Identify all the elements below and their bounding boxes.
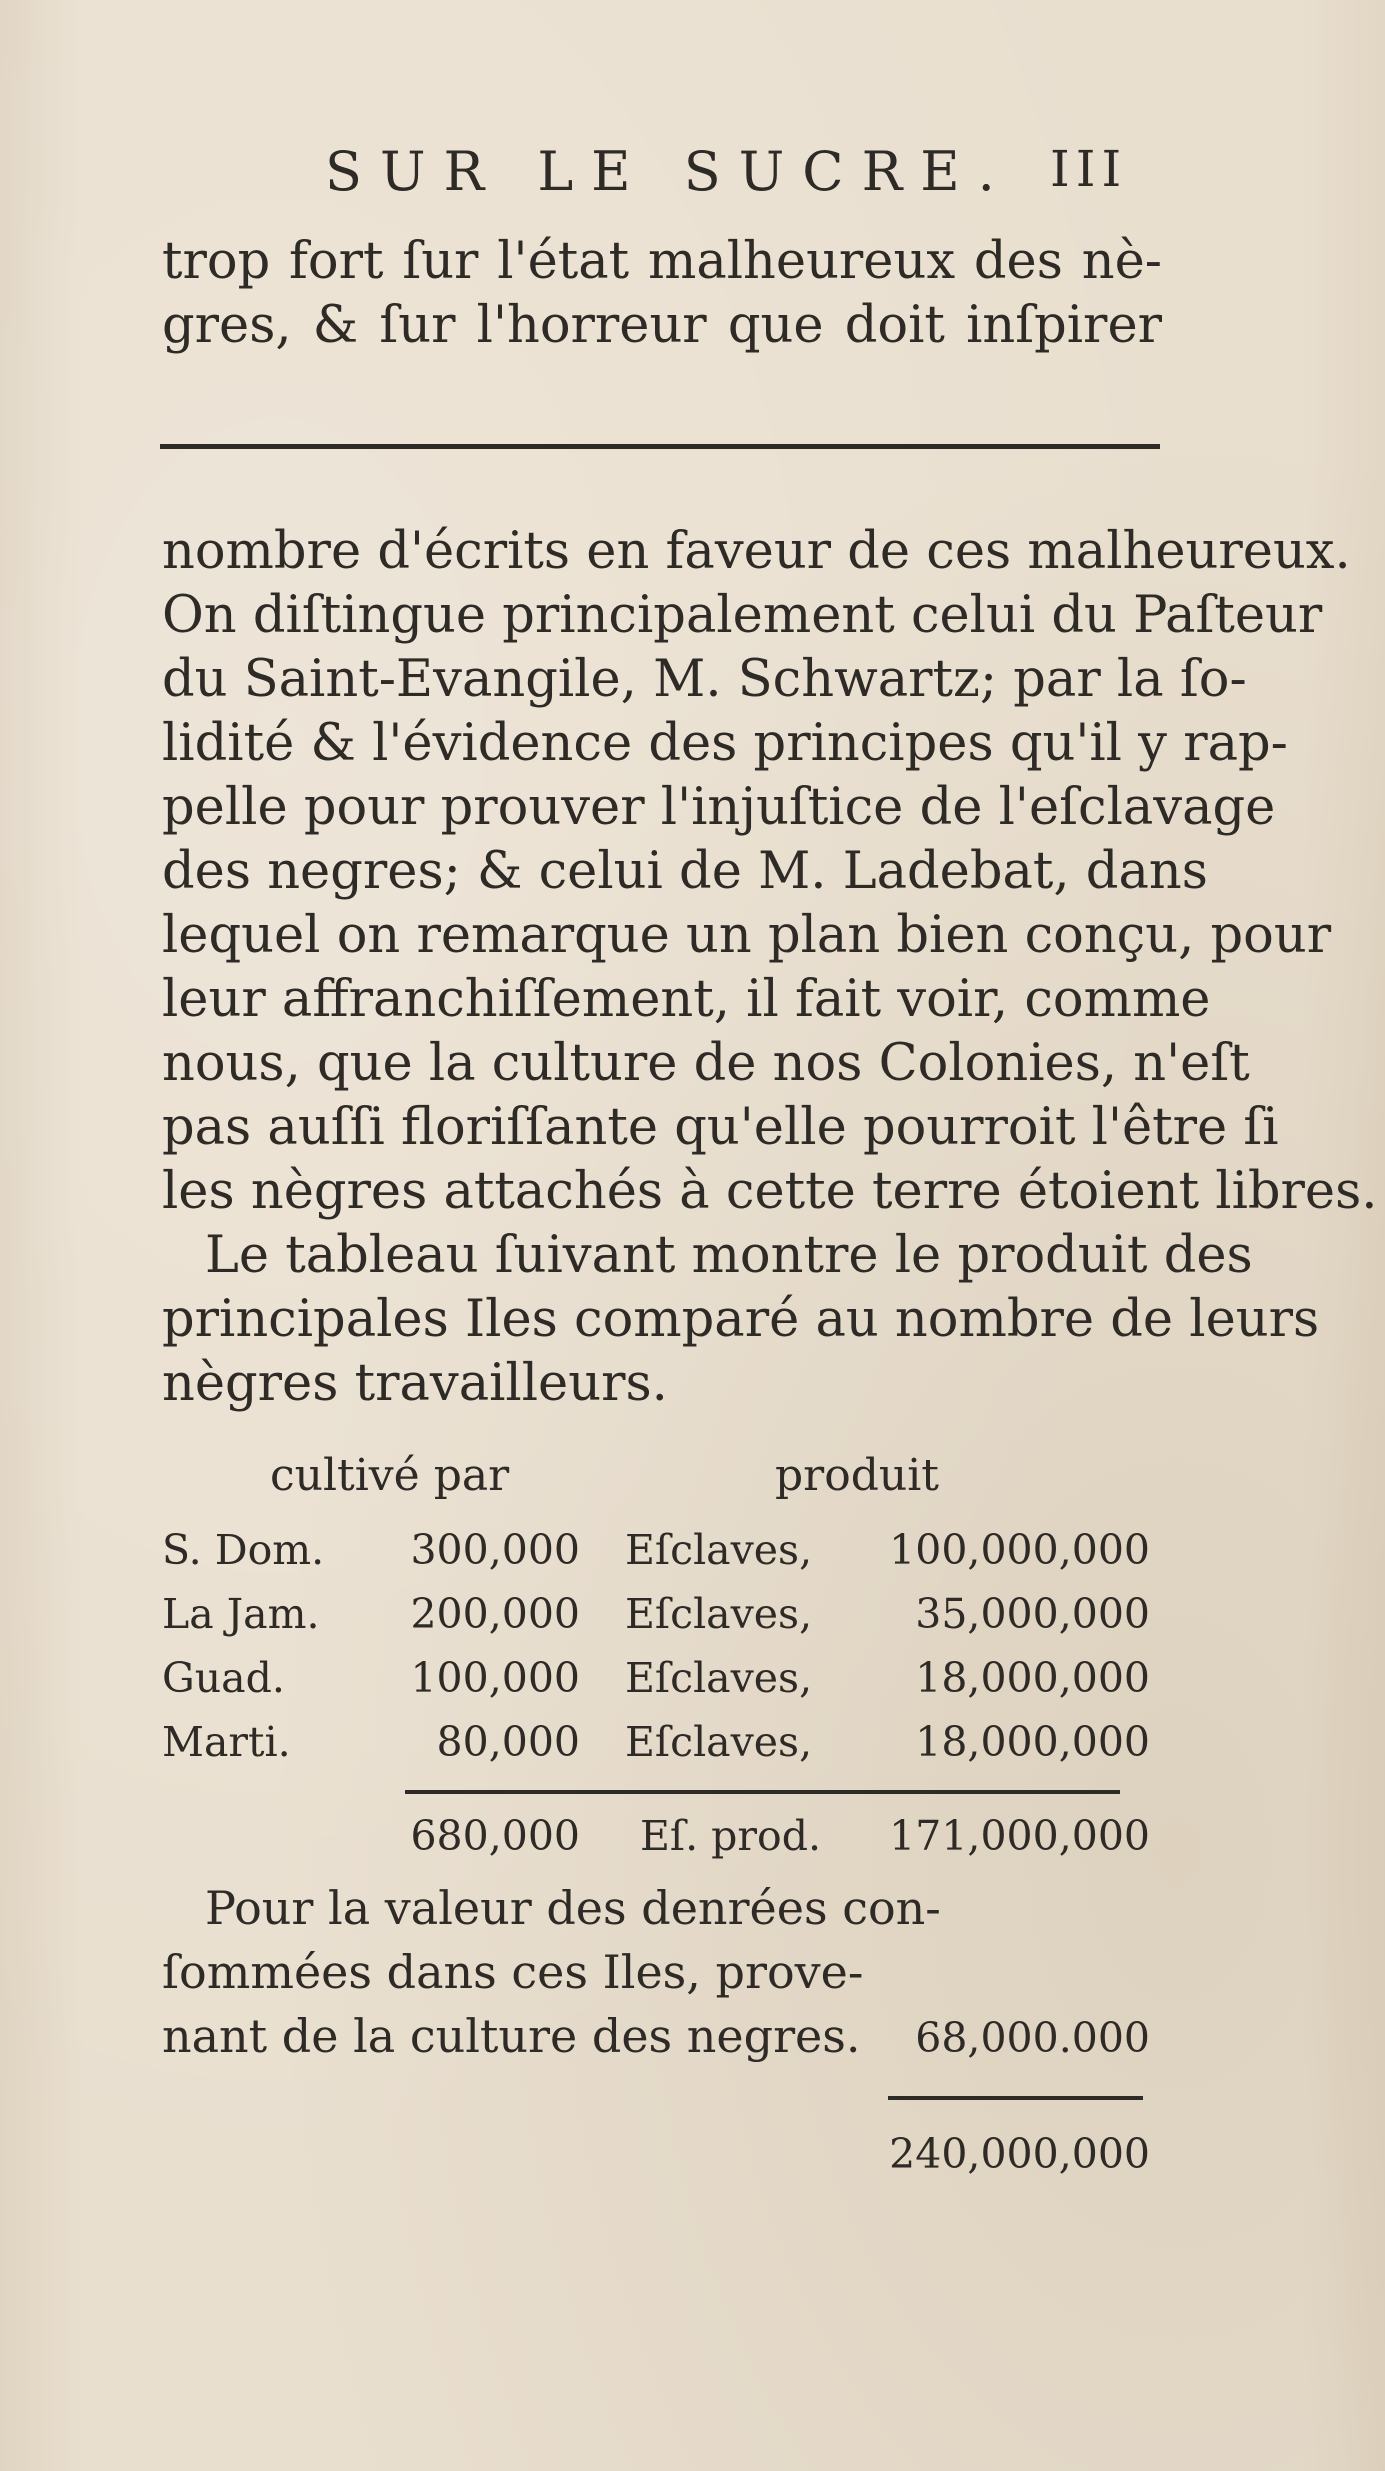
note-line-1: Pour la valeur des denrées con- <box>205 1881 941 1935</box>
table-header-right: produit <box>775 1450 939 1501</box>
row-label: Eſclaves, <box>625 1654 813 1702</box>
row-label: Eſclaves, <box>625 1590 813 1638</box>
body-line-2: On diſtingue principalement celui du Paſteur <box>162 586 1323 645</box>
body-line-4: lidité & l'évidence des principes qu'il y rap- <box>162 714 1288 773</box>
body-line-6: des negres; & celui de M. Ladebat, dans <box>162 842 1208 901</box>
row-label: Eſclaves, <box>625 1718 813 1766</box>
row-count: 80,000 <box>436 1718 580 1766</box>
grand-total: 240,000,000 <box>889 2130 1150 2178</box>
row-island: S. Dom. <box>162 1526 325 1574</box>
note-line-2: ſommées dans ces Iles, prove- <box>162 1945 864 1999</box>
row-product: 35,000,000 <box>915 1590 1150 1638</box>
row-island: Marti. <box>162 1718 291 1766</box>
row-product: 18,000,000 <box>915 1718 1150 1766</box>
body-line-12: Le tableau ſuivant montre le produit des <box>205 1226 1253 1285</box>
body-line-3: du Saint-Evangile, M. Schwartz; par la ſo- <box>162 650 1247 709</box>
row-label: Eſclaves, <box>625 1526 813 1574</box>
body-line-11: les nègres attachés à cette terre étoient libres. <box>162 1162 1378 1221</box>
top-line-1: trop fort ſur l'état malheureux des nè- <box>162 232 1162 291</box>
body-line-10: pas auſſi floriſſante qu'elle pourroit l'être ſi <box>162 1098 1279 1157</box>
note-value: 68,000.000 <box>915 2014 1150 2062</box>
total-product: 171,000,000 <box>889 1812 1150 1860</box>
note-line-3: nant de la culture des negres. <box>162 2009 861 2063</box>
row-count: 100,000 <box>410 1654 580 1702</box>
body-line-13: principales Iles comparé au nombre de leurs <box>162 1290 1320 1349</box>
row-product: 100,000,000 <box>889 1526 1150 1574</box>
body-line-5: pelle pour prouver l'injuſtice de l'eſclavage <box>162 778 1276 837</box>
body-line-14: nègres travailleurs. <box>162 1354 668 1413</box>
body-line-9: nous, que la culture de nos Colonies, n'eſt <box>162 1034 1250 1093</box>
table-sum-rule <box>405 1790 1120 1794</box>
running-head-title: SUR LE SUCRE. <box>325 140 1013 203</box>
section-divider <box>160 444 1160 449</box>
page-number: III <box>1050 140 1128 198</box>
table-header-left: cultivé par <box>270 1450 510 1501</box>
row-product: 18,000,000 <box>915 1654 1150 1702</box>
total-count: 680,000 <box>410 1812 580 1860</box>
body-line-7: lequel on remarque un plan bien conçu, pour <box>162 906 1332 965</box>
grand-total-rule <box>888 2096 1143 2100</box>
top-line-2: gres, & ſur l'horreur que doit inſpirer <box>162 296 1162 355</box>
row-count: 200,000 <box>410 1590 580 1638</box>
row-island: La Jam. <box>162 1590 320 1638</box>
body-line-1: nombre d'écrits en faveur de ces malheureux. <box>162 522 1351 581</box>
total-label: Eſ. prod. <box>640 1812 821 1860</box>
body-line-8: leur affranchiſſement, il fait voir, comme <box>162 970 1211 1029</box>
row-island: Guad. <box>162 1654 285 1702</box>
row-count: 300,000 <box>410 1526 580 1574</box>
